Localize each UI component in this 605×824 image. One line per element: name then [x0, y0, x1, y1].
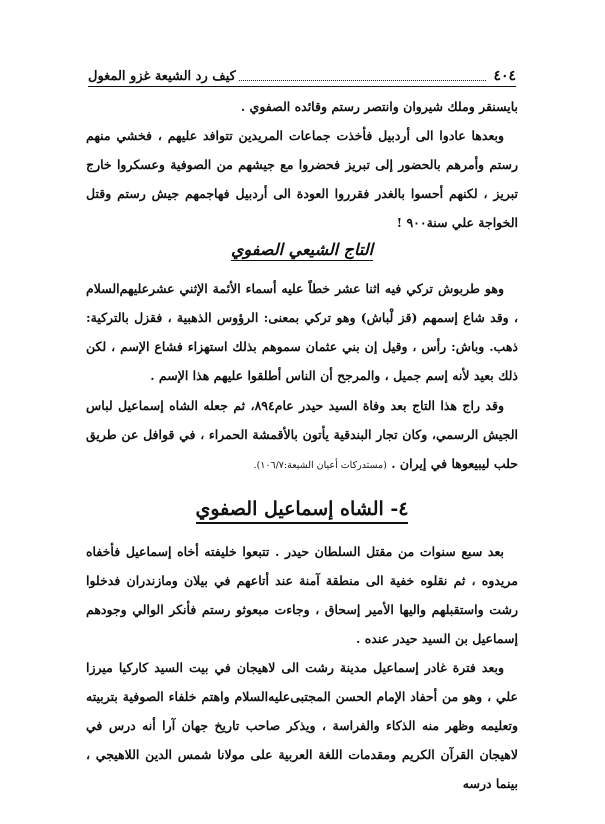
- paragraph-3: وهو طربوش تركي فيه اثنا عشر خطاً عليه أسماء الأئمة الإثني عشر‌عليهم‌السلام ، وقد شاع إسمهم (قز لْباش) وهو تركي بمعنى: الرؤوس الذهبية ، فقزل بالتركية: ذهب. وباش: رأس ، وقيل إن بني عثمان سموهم بذلك استهزاء فشاع الإسم ، لكن ذلك بعيد لأنه إسم جميل ، والمرجح أن الناس أطلقوا عليهم هذا الإسم .: [86, 281, 518, 383]
- page-number: ٤٠٤: [493, 68, 516, 84]
- page-header: [88, 62, 516, 84]
- paragraph-4-text: وقد راج هذا التاج بعد وفاة السيد حيدر عام٨٩٤، ثم جعله الشاه إسماعيل لباس الجيش الرسمي، وكان تجار البندقية يأتون بالأقمشة الحمراء ، في قوافل عن طريق حلب ليبيعوها في إيران .: [86, 398, 518, 471]
- paragraph-1: بايسنقر وملك شيروان وانتصر رستم وقائده الصفوي .: [240, 99, 518, 114]
- citation: (مستدركات أعيان الشيعة:١٠٦/٧).: [253, 460, 387, 471]
- section-heading: [88, 498, 516, 520]
- paragraph-5: بعد سبع سنوات من مقتل السلطان حيدر . تتبعوا خليفته أخاه إسماعيل فأخفاه مريدوه ، ثم نقلوه خفية الى منطقة آمنة عند أتاعهم في بيلان ومازندران فدخلوا رشت واستقبلهم واليها الأمير إسحاق ، وجاءت مبعوثو رستم فأنكر الوالي وجودهم إسماعيل بن السيد حيدر عنده .: [86, 544, 518, 646]
- paragraph-4: [86, 391, 518, 480]
- paragraph-6: وبعد فترة غادر إسماعيل مدينة رشت الى لاهيجان في بيت السيد كاركيا ميرزا علي ، وهو من أحفاد الإمام الحسن المجتبى‌عليه‌السلام واهتم خلفاء الصوفية بتربيته وتعليمه وظهر منه الذكاء والفراسة ، ويذكر صاحب تاريخ جهان آرا أنه درس في لاهيجان القرآن الكريم ومقدمات اللغة العربية على مولانا شمس الدين اللاهيجي ، بينما درسه: [86, 660, 518, 791]
- subheading-safavid-crown: [88, 240, 516, 259]
- paragraph-2: وبعدها عادوا الى أردبيل فأخذت جماعات المريدين تتوافد عليهم ، فخشي منهم رستم وأمرهم بالحضور إلى تبريز فحضروا مع جيشهم من الصوفية وعسكروا خارج تبريز ، لكنهم أحسوا بالغدر فقرروا العودة الى أردبيل فهاجمهم جيش رستم وقتل الخواجة علي سنة٩٠٠ !: [86, 128, 518, 230]
- running-title: كيف رد الشيعة غزو المغول: [88, 69, 236, 84]
- section-heading-text: ٤- الشاه إسماعيل الصفوي: [196, 498, 409, 524]
- header-dot-leader: [239, 72, 487, 81]
- subheading-text: التاج الشيعي الصفوي: [230, 240, 374, 259]
- header-rule: [88, 86, 516, 87]
